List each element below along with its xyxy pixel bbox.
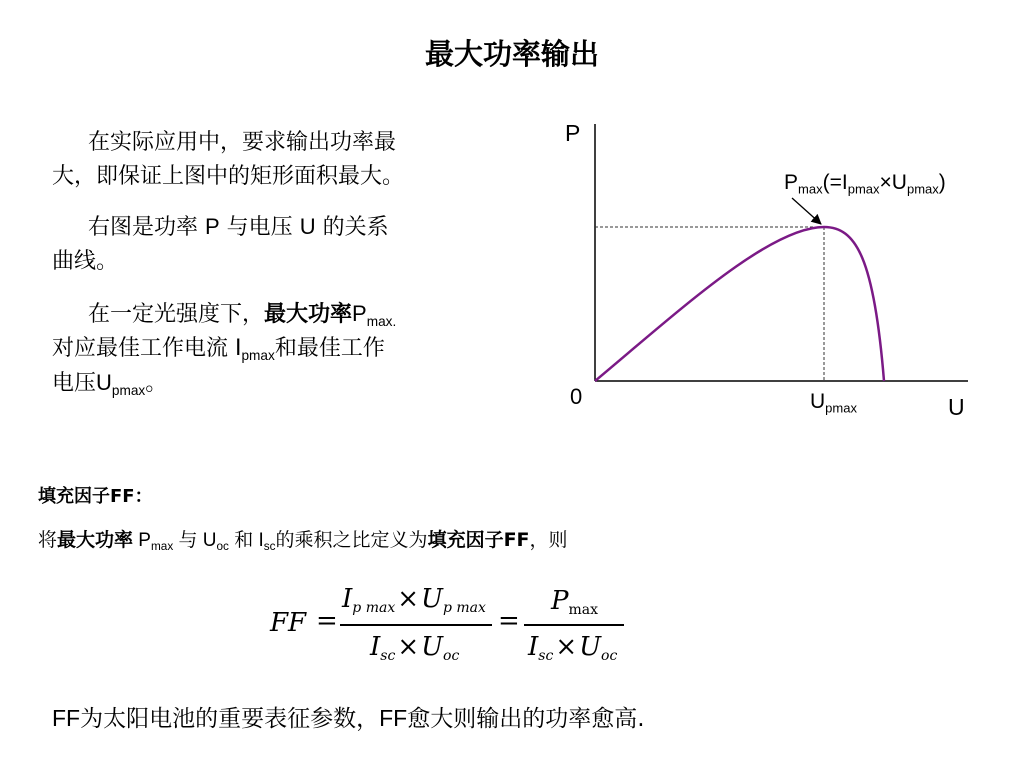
formula-den-2: [528, 632, 617, 662]
formula-eq-1: =: [316, 606, 338, 636]
p3-bold-max-power: 最大功率: [264, 302, 353, 327]
num1-i: I: [342, 584, 353, 614]
p3-text-voltage: 电压: [52, 371, 97, 396]
den2-u-sub: oc: [601, 647, 618, 664]
den1-i: I: [370, 632, 381, 662]
conclusion-text-2: 愈大则输出的功率愈高.: [407, 706, 645, 732]
paragraph-1-line-2: 大，即保证上图中的矩形面积最大。: [52, 164, 405, 189]
origin-label: 0: [570, 384, 583, 409]
p3-text-a: 在一定光强度下，: [88, 302, 265, 327]
upmax-main: U: [810, 390, 826, 413]
p3-sub-pmax-i: pmax: [241, 347, 275, 363]
pmax-annotation: [784, 171, 946, 195]
formula-eq-2: =: [498, 606, 520, 636]
den1-times: ×: [397, 632, 420, 662]
def-isc-sub: sc: [263, 540, 276, 554]
y-axis-label: P: [565, 120, 581, 146]
p3-sub-pmax-u: pmax: [111, 382, 146, 398]
p3-sub-max: max.: [366, 313, 397, 329]
annot-p-sub: max: [798, 181, 823, 197]
upmax-tick-label: [810, 390, 857, 414]
den2-i-sub: sc: [538, 647, 554, 664]
formula-lhs: FF: [270, 608, 307, 638]
p3-symbol-u: U: [96, 370, 112, 395]
num2-p: P: [551, 586, 569, 616]
annot-eq-i: (=I: [822, 171, 848, 194]
upmax-sub: pmax: [825, 400, 857, 416]
p2-text-a: 右图是功率: [88, 215, 205, 240]
annot-u-sub: pmax: [906, 181, 939, 197]
def-product-ratio: 的乘积之比定义为: [275, 529, 428, 551]
den2-i: I: [528, 632, 539, 662]
def-uoc: 与 U: [173, 530, 217, 551]
formula-num-1: [342, 584, 486, 614]
power-curve: [595, 227, 884, 381]
fraction-bar-1: [340, 624, 492, 626]
p2-text-c: 与电压: [219, 215, 300, 240]
ff-definition: [38, 525, 568, 552]
conclusion-ff-2: FF: [379, 705, 408, 731]
annot-p: P: [784, 171, 799, 194]
den1-i-sub: sc: [380, 647, 396, 664]
p2-symbol-u: U: [299, 214, 316, 239]
p3-text-current: 对应最佳工作电流 I: [52, 336, 242, 361]
num2-p-sub: max: [568, 601, 599, 618]
den2-u: U: [579, 632, 602, 662]
def-uoc-sub: oc: [216, 540, 229, 554]
annot-times-u: ×U: [879, 171, 907, 194]
def-a: 将: [38, 529, 58, 551]
def-pmax: P: [133, 530, 151, 551]
fraction-bar-2: [524, 624, 624, 626]
num1-u: U: [421, 584, 443, 614]
def-max-power: 最大功率: [57, 529, 134, 551]
annot-i-sub: pmax: [847, 181, 880, 197]
x-axis-label: U: [948, 394, 965, 420]
p2-symbol-p: P: [205, 214, 220, 239]
ff-heading: 填充因子FF：: [38, 486, 153, 507]
def-isc: 和 I: [228, 530, 264, 551]
conclusion: [52, 700, 645, 733]
def-then: ，则: [529, 529, 568, 551]
slide-title: 最大功率输出: [424, 37, 599, 71]
formula-den-1: [370, 632, 459, 662]
def-pmax-sub: max: [150, 540, 174, 554]
den1-u-sub: oc: [443, 647, 460, 664]
paragraph-1-line-1: 在实际应用中，要求输出功率最: [88, 130, 397, 155]
num1-u-sub: p max: [442, 599, 486, 616]
conclusion-text-1: 为太阳电池的重要表征参数，: [80, 706, 380, 732]
num1-i-sub: p max: [352, 599, 396, 616]
p3-text-period: 。: [145, 371, 168, 396]
conclusion-ff-1: FF: [52, 705, 81, 731]
p2-text-e: 的关系: [315, 215, 389, 240]
annot-close: ): [938, 171, 946, 194]
den1-u: U: [421, 632, 444, 662]
p3-text-best-work: 和最佳工作: [274, 336, 385, 361]
paragraph-2-line-2: 曲线。: [52, 249, 119, 274]
den2-times: ×: [555, 632, 578, 662]
num1-times: ×: [397, 584, 420, 614]
formula-num-2: [551, 586, 598, 616]
pmax-annotation-arrow: [792, 198, 821, 224]
p3-symbol-p: P: [352, 301, 367, 326]
def-fill-factor: 填充因子FF: [427, 529, 530, 551]
